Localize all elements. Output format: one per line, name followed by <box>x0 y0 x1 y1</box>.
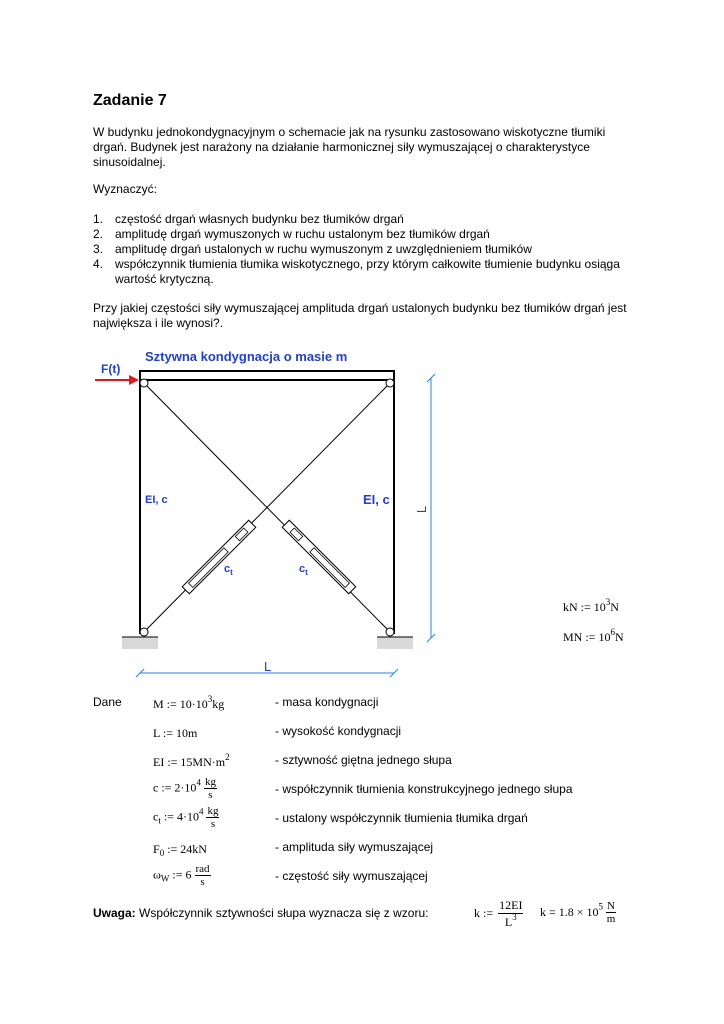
given-desc: - wysokość kondygnacji <box>275 724 402 738</box>
task-number: 2. <box>93 227 104 241</box>
task-text: częstość drgań własnych budynku bez tłumików drgań <box>115 212 404 226</box>
left-column-label: EI, c <box>145 494 168 506</box>
task-number: 3. <box>93 242 104 256</box>
determine-label: Wyznaczyć: <box>93 182 157 196</box>
given-damper-coef: $c_t$ := $4\cdot 10^4$ $\frac{kg}{s}$ <box>153 805 219 830</box>
task-number: 1. <box>93 212 104 226</box>
given-desc: - częstość siły wymuszającej <box>275 869 428 883</box>
hinge-icon <box>386 628 394 636</box>
given-desc: - sztywność giętna jednego słupa <box>275 753 452 767</box>
hinge-icon <box>386 379 394 387</box>
given-desc: - współczynnik tłumienia konstrukcyjnego jednego słupa <box>275 782 573 796</box>
given-stiffness: EI := $15MN\cdot m^2$ <box>153 752 230 769</box>
damper-right-label: $c_t$ <box>299 563 308 577</box>
rigid-beam <box>140 371 394 380</box>
stiffness-result: $k = 1.8 \times 10^5$ $\frac{N}{m}$ <box>540 900 616 925</box>
force-label: F(t) <box>101 362 121 376</box>
damper-left-label: $c_t$ <box>224 563 233 577</box>
given-desc: - masa kondygnacji <box>275 695 379 709</box>
task-text: amplitudę drgań ustalonych w ruchu wymuszonym z uwzględnieniem tłumików <box>115 242 532 256</box>
dane-label: Dane <box>93 695 122 709</box>
given-damping: c := $2\cdot 10^4$ $\frac{kg}{s}$ <box>153 776 216 801</box>
given-desc: - ustalony współczynnik tłumienia tłumika drgań <box>275 811 528 825</box>
right-column-label: EI, c <box>363 492 390 507</box>
ground-support <box>122 637 158 649</box>
note-label: Uwaga: <box>93 906 136 920</box>
task-number: 4. <box>93 257 104 271</box>
beam-label: Sztywna kondygnacja o masie m <box>145 349 348 364</box>
damper-left <box>182 520 256 594</box>
ground-support <box>377 637 413 649</box>
unit-MN: MN := $10^6N$ <box>563 627 624 644</box>
given-desc: - amplituda siły wymuszającej <box>275 840 434 854</box>
height-label: L <box>414 505 430 514</box>
width-label: L <box>264 659 272 674</box>
damper-right <box>282 520 356 594</box>
given-force: $F_0$ := 24kN <box>153 842 207 858</box>
given-mass: M := $10\cdot 10^3kg$ <box>153 694 225 711</box>
task-text: amplitudę drgań wymuszonych w ruchu ustalonym bez tłumików drgań <box>115 227 490 241</box>
hinge-icon <box>140 628 148 636</box>
note <box>93 906 428 920</box>
task-text: współczynnik tłumienia tłumika wiskotycznego, przy którym całkowite tłumienie budynku osiąga wartość krytyczną. <box>115 257 620 286</box>
page-title: Zadanie 7 <box>93 92 167 109</box>
given-frequency: $\omega_W$ := 6 $\frac{\text{rad}}{s}$ <box>153 863 210 888</box>
question-paragraph: Przy jakiej częstości siły wymuszającej amplituda drgań ustalonych budynku bez tłumików drgań jest największa i ile wynosi?. <box>93 301 627 330</box>
given-length: L := 10m <box>153 726 198 740</box>
hinge-icon <box>140 379 148 387</box>
intro-paragraph: W budynku jednokondygnacyjnym o schemacie jak na rysunku zastosowano wiskotyczne tłumiki drgań. Budynek jest narażony na działanie harmonicznej siły wymuszającej o charakterystyce sinusoidalnej. <box>93 125 606 169</box>
stiffness-formula: k := $\frac{12EI}{L^3}$ <box>474 898 523 929</box>
unit-kN: kN := $10^3N$ <box>563 597 619 614</box>
note-text: Współczynnik sztywności słupa wyznacza się z wzoru: <box>139 906 429 920</box>
